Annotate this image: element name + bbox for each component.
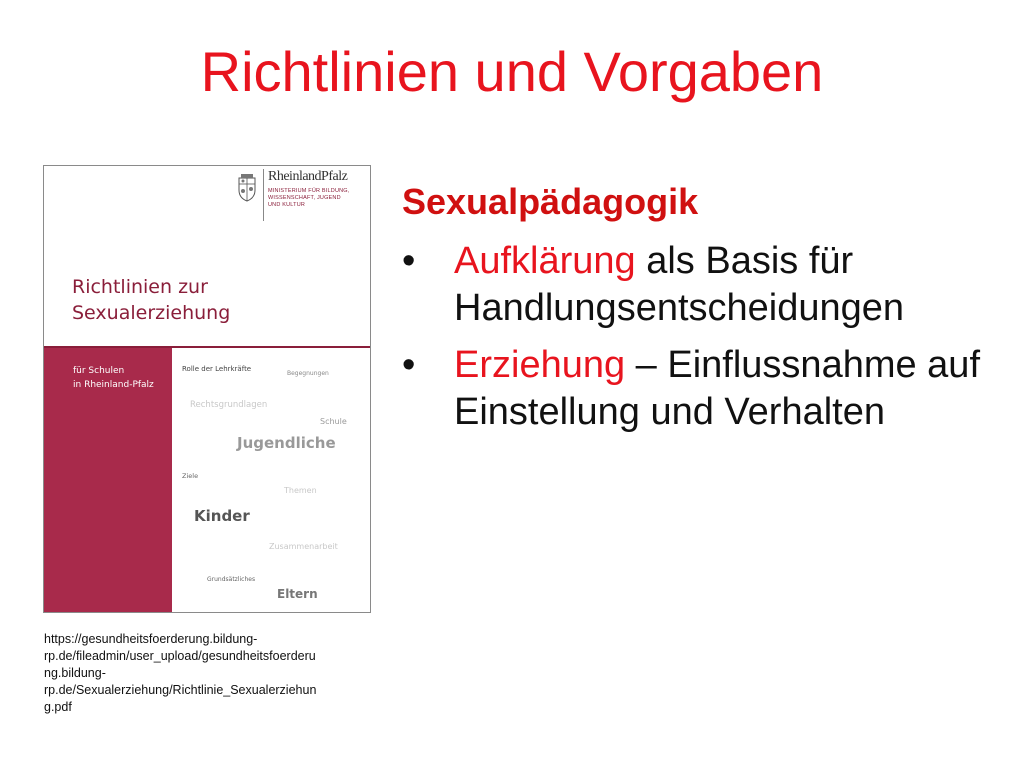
- content-block: [402, 178, 1012, 446]
- bullet-item: [402, 238, 1012, 332]
- url-line: rp.de/Sexualerziehung/Richtlinie_Sexualerziehun: [44, 683, 317, 697]
- coat-of-arms-icon: [237, 174, 257, 202]
- cloud-word: Rechtsgrundlagen: [190, 400, 268, 410]
- cover-color-panel: [44, 348, 172, 613]
- cloud-word: Zusammenarbeit: [269, 542, 338, 551]
- cover-header: [44, 166, 370, 346]
- brochure-cover-image: [43, 165, 371, 613]
- ministry-line: UND KULTUR: [268, 202, 306, 208]
- cloud-word: Kinder: [194, 507, 250, 525]
- url-line: ng.bildung-: [44, 666, 106, 680]
- cover-subtitle-line: für Schulen: [73, 366, 125, 376]
- ministry-name: [268, 188, 371, 209]
- cover-word-cloud: [172, 348, 371, 613]
- ministry-line: WISSENSCHAFT, JUGEND: [268, 195, 341, 201]
- cloud-word: Begegnungen: [287, 370, 329, 377]
- source-url-link[interactable]: [44, 631, 374, 716]
- cloud-word: Grundsätzliches: [207, 576, 256, 583]
- url-line: https://gesundheitsfoerderung.bildung-: [44, 632, 258, 646]
- cloud-word: Schule: [320, 417, 347, 426]
- content-heading: Sexualpädagogik: [402, 181, 699, 222]
- ministry-logo: [263, 169, 371, 221]
- cover-title: [72, 274, 230, 326]
- bullet-text: – Einflussnahme auf Einstellung und Verhalten: [454, 344, 981, 433]
- cover-subtitle: [73, 364, 154, 392]
- bullet-highlight: Erziehung: [454, 344, 626, 386]
- cover-subtitle-line: in Rheinland-Pfalz: [73, 380, 154, 390]
- bullet-icon: •: [402, 344, 416, 386]
- logo-name: RheinlandPfalz: [268, 169, 348, 184]
- bullet-icon: •: [402, 240, 416, 282]
- url-line: rp.de/fileadmin/user_upload/gesundheitsfoerderu: [44, 649, 316, 663]
- cloud-word: Ziele: [182, 472, 199, 480]
- cloud-word: Rolle der Lehrkräfte: [182, 365, 252, 373]
- cloud-word: Jugendliche: [237, 434, 336, 452]
- cover-title-line: Richtlinien zur: [72, 276, 208, 298]
- bullet-text: als Basis für Handlungsentscheidungen: [454, 240, 905, 329]
- ministry-line: MINISTERIUM FÜR BILDUNG,: [268, 188, 350, 194]
- cloud-word: Eltern: [277, 587, 318, 601]
- cloud-word: Themen: [284, 486, 317, 495]
- cover-title-line: Sexualerziehung: [72, 302, 231, 324]
- url-line: g.pdf: [44, 700, 72, 714]
- bullet-highlight: Aufklärung: [454, 240, 636, 282]
- slide-title: Richtlinien und Vorgaben: [200, 40, 824, 103]
- bullet-item: [402, 342, 1012, 436]
